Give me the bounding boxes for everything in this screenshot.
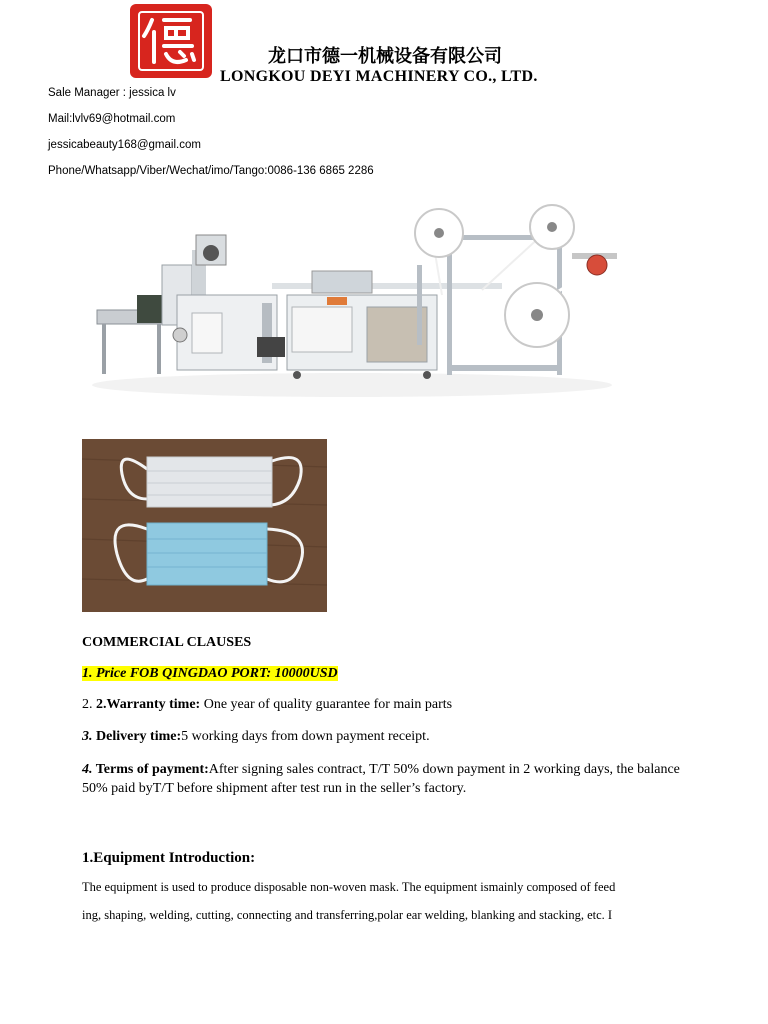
company-name-en: LONGKOU DEYI MACHINERY CO., LTD. bbox=[220, 68, 538, 85]
equipment-intro-heading: 1.Equipment Introduction: bbox=[82, 850, 256, 866]
clause-payment-text: After signing sales contract, T/T 50% down payment in 2 working days, the balance 50% paid byT/T before shipment after test run in the seller’s factory. bbox=[82, 762, 680, 796]
company-name-cn: 龙口市德一机械设备有限公司 bbox=[268, 46, 502, 67]
email-primary: Mail:lvlv69@hotmail.com bbox=[48, 113, 176, 125]
clause-warranty-text: One year of quality guarantee for main parts bbox=[200, 697, 453, 712]
clause-price-num: 1. bbox=[82, 666, 96, 681]
clause-warranty-num: 2. bbox=[82, 697, 96, 712]
clause-warranty-label: 2.Warranty time: bbox=[96, 697, 201, 712]
clause-delivery-num: 3. bbox=[82, 729, 93, 744]
logo-glyph-icon bbox=[130, 4, 212, 78]
clause-delivery-label: Delivery time: bbox=[92, 729, 182, 744]
equipment-intro-line1: The equipment is used to produce disposable non-woven mask. The equipment ismainly composed of feed bbox=[82, 880, 616, 894]
equipment-intro-line2: ing, shaping, welding, cutting, connecting and transferring,polar ear welding, blanking and stacking, etc. I bbox=[82, 908, 613, 922]
clause-payment bbox=[82, 760, 702, 798]
sale-manager: Sale Manager : jessica lv bbox=[48, 87, 176, 99]
clause-payment-num: 4. bbox=[82, 762, 93, 777]
clause-payment-label: Terms of payment: bbox=[92, 762, 209, 777]
clause-delivery-text: 5 working days from down payment receipt. bbox=[181, 729, 430, 744]
email-secondary: jessicabeauty168@gmail.com bbox=[48, 139, 201, 151]
masks-photo bbox=[82, 439, 327, 612]
clause-warranty bbox=[82, 697, 452, 713]
clauses-title: COMMERCIAL CLAUSES bbox=[82, 635, 252, 650]
clause-price-text: Price FOB QINGDAO PORT: 10000USD bbox=[96, 666, 338, 681]
company-logo bbox=[130, 4, 212, 78]
clause-price bbox=[82, 666, 338, 682]
phone-contacts: Phone/Whatsapp/Viber/Wechat/imo/Tango:0086-136 6865 2286 bbox=[48, 165, 374, 177]
clause-delivery bbox=[82, 729, 430, 745]
mask-machine-image bbox=[82, 195, 638, 410]
